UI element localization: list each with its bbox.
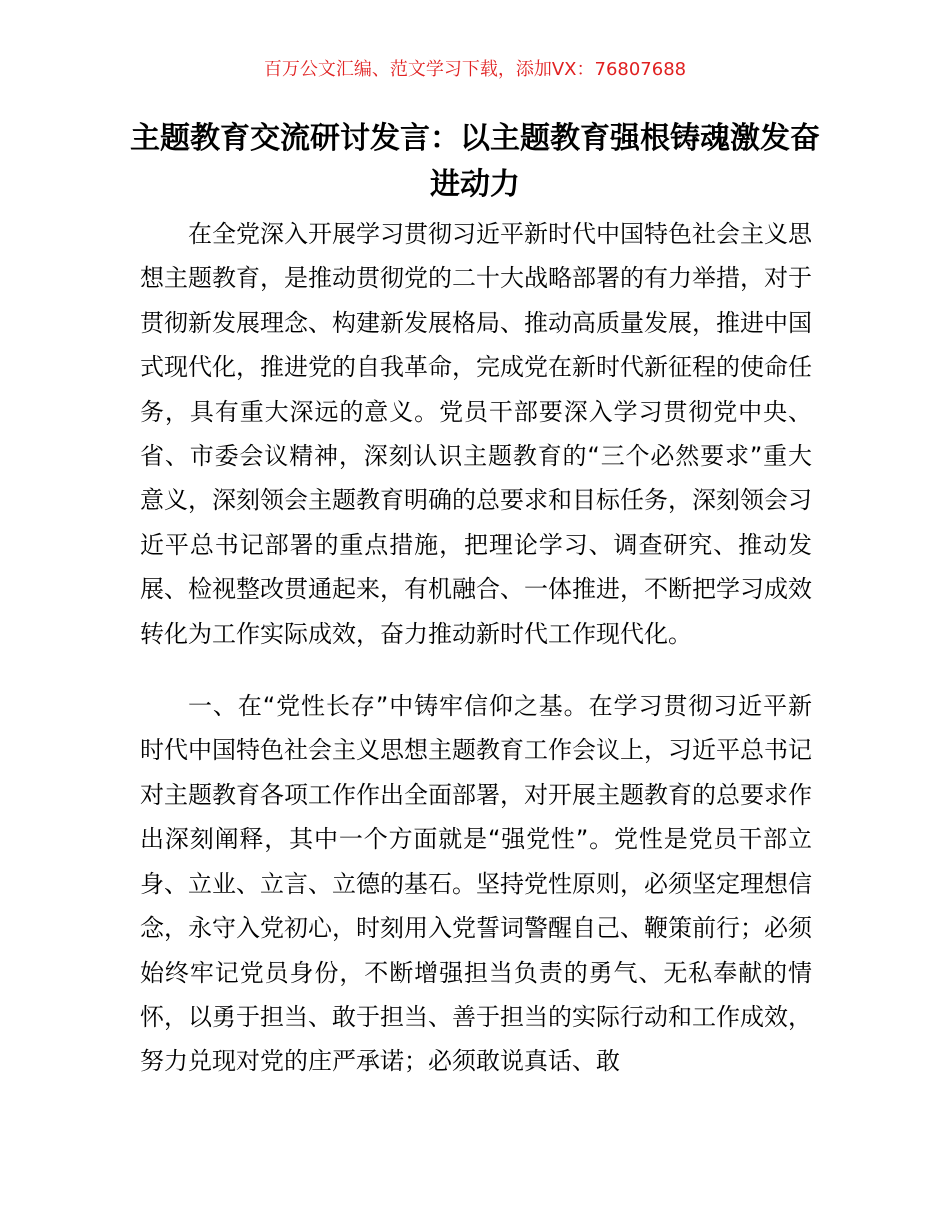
paragraph-intro: 在全党深入开展学习贯彻习近平新时代中国特色社会主义思想主题教育，是推动贯彻党的二十大战略部署的有力举措，对于贯彻新发展理念、构建新发展格局、推动高质量发展，推进中国式现代化，推进党的自我革命，完成党在新时代新征程的使命任务，具有重大深远的意义。党员干部要深入学习贯彻党中央、省、市委会议精神，深刻认识主题教育的“三个必然要求”重大意义，深刻领会主题教育明确的总要求和目标任务，深刻领会习近平总书记部署的重点措施，把理论学习、调查研究、推动发展、检视整改贯通起来，有机融合、一体推进，不断把学习成效转化为工作实际成效，奋力推动新时代工作现代化。 bbox=[140, 220, 812, 648]
paragraph-section-one: 一、在“党性长存”中铸牢信仰之基。在学习贯彻习近平新时代中国特色社会主义思想主题教育工作会议上，习近平总书记对主题教育各项工作作出全面部署，对开展主题教育的总要求作出深刻阐释，其中一个方面就是“强党性”。党性是党员干部立身、立业、立言、立德的基石。坚持党性原则，必须坚定理想信念，永守入党初心，时刻用入党誓词警醒自己、鞭策前行；必须始终牢记党员身份，不断增强担当负责的勇气、无私奉献的情怀，以勇于担当、敢于担当、善于担当的实际行动和工作成效，努力兑现对党的庄严承诺；必须敢说真话、敢 bbox=[140, 692, 812, 1076]
document-title: 主题教育交流研讨发言：以主题教育强根铸魂激发奋进动力 bbox=[130, 121, 820, 202]
document-body bbox=[140, 212, 812, 1084]
header-banner: 百万公文汇编、范文学习下载，添加VX：76807688 bbox=[263, 59, 687, 80]
